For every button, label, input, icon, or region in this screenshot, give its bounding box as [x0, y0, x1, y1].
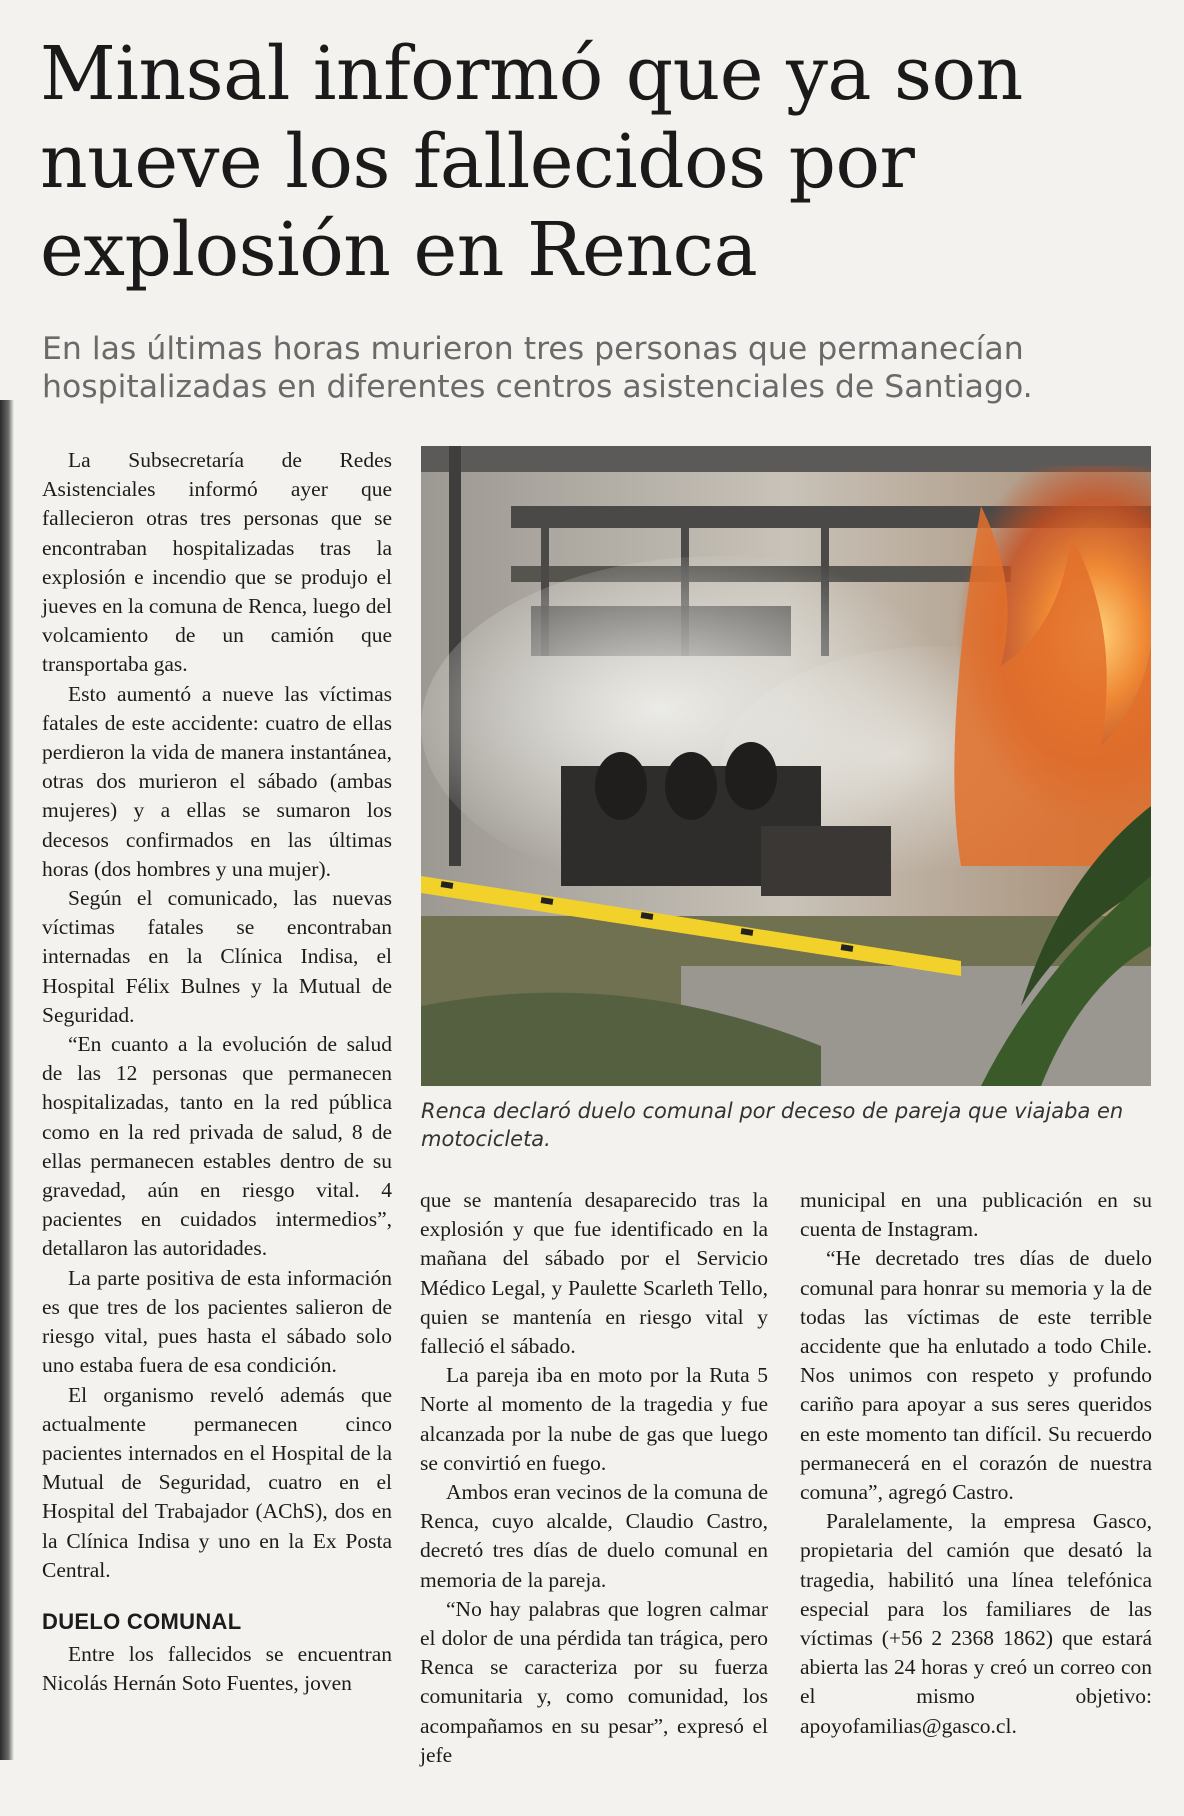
paragraph: Entre los fallecidos se encuentran Nicolás Hernán Soto Fuentes, joven [42, 1642, 392, 1696]
page-fold-shadow [0, 400, 14, 1760]
photo-caption: Renca declaró duelo comunal por deceso de pareja que viajaba en motocicleta. [421, 1099, 1124, 1151]
paragraph: “He decretado tres días de duelo comunal para honrar su memoria y la de todas las víctimas de este terrible accidente que ha enlutado a todo Chile. Nos unimos con respeto y profundo cariño para apoyar a sus seres queridos en este momento tan difícil. Su recuerdo permanecerá en el corazón de nuestra comuna”, agregó Castro. [800, 1246, 1152, 1505]
column-3 [800, 1186, 1152, 1766]
paragraph: La parte positiva de esta información es que tres de los pacientes salieron de riesgo vital, pues hasta el sábado solo uno estaba fuera de esa condición. [42, 1265, 392, 1378]
paragraph: Ambos eran vecinos de la comuna de Renca, cuyo alcalde, Claudio Castro, decretó tres días de duelo comunal en memoria de la pareja. [420, 1480, 768, 1592]
column-2 [420, 1186, 768, 1766]
paragraph: Según el comunicado, las nuevas víctimas fatales se encontraban internadas en la Clínica Indisa, el Hospital Félix Bulnes y la Mutual de Seguridad. [42, 886, 392, 1027]
paragraph: Paralelamente, la empresa Gasco, propietaria del camión que desató la tragedia, habilitó una línea telefónica especial para los familiares de las víctimas (+56 2 2368 1862) que estará abierta las 24 horas y creó un correo con el mismo objetivo: apoyofamilias@gasco.cl. [800, 1509, 1152, 1738]
news-photo [421, 446, 1151, 1086]
headline: Minsal informó que ya son nueve los fallecidos por explosión en Renca [40, 31, 1023, 293]
column-1 [42, 446, 392, 1776]
paragraph: municipal en una publicación en su cuenta de Instagram. [800, 1188, 1152, 1242]
fire-scene-image [421, 446, 1151, 1086]
paragraph: La pareja iba en moto por la Ruta 5 Norte al momento de la tragedia y fue alcanzada por la nube de gas que luego se convirtió en fuego. [420, 1363, 768, 1475]
paragraph: que se mantenía desaparecido tras la explosión y que fue identificado en la mañana del sábado por el Servicio Médico Legal, y Paulette Scarleth Tello, quien se mantenía en riesgo vital y falleció el sábado. [420, 1188, 768, 1359]
section-subhead: DUELO COMUNAL [42, 1608, 242, 1634]
deck-subtitle: En las últimas horas murieron tres personas que permanecían hospitalizadas en diferentes centros asistenciales de Santiago. [42, 331, 1033, 405]
paragraph: La Subsecretaría de Redes Asistenciales informó ayer que fallecieron otras tres personas que se encontraban hospitalizadas tras la explosión e incendio que se produjo el jueves en la comuna de Renca, luego del volcamiento de un camión que transportaba gas. [42, 448, 392, 677]
paragraph: Esto aumentó a nueve las víctimas fatales de este accidente: cuatro de ellas perdieron la vida de manera instantánea, otras dos murieron el sábado (ambas mujeres) y a ellas se sumaron los decesos confirmados en las últimas horas (dos hombres y una mujer). [42, 681, 392, 881]
paragraph: El organismo reveló además que actualmente permanecen cinco pacientes internados en el Hospital de la Mutual de Seguridad, cuatro en el Hospital del Trabajador (AChS), dos en la Clínica Indisa y uno en la Ex Posta Central. [42, 1382, 392, 1582]
paragraph: “En cuanto a la evolución de salud de las 12 personas que permanecen hospitalizadas, tanto en la red pública como en la red privada de salud, 8 de ellas permanecen estables dentro de su gravedad, aún en riesgo vital. 4 pacientes en cuidados intermedios”, detallaron las autoridades. [42, 1032, 392, 1261]
paragraph: “No hay palabras que logren calmar el dolor de una pérdida tan trágica, pero Renca se caracteriza por su fuerza comunitaria y, como comunidad, los acompañamos en su pesar”, expresó el jefe [420, 1596, 768, 1767]
